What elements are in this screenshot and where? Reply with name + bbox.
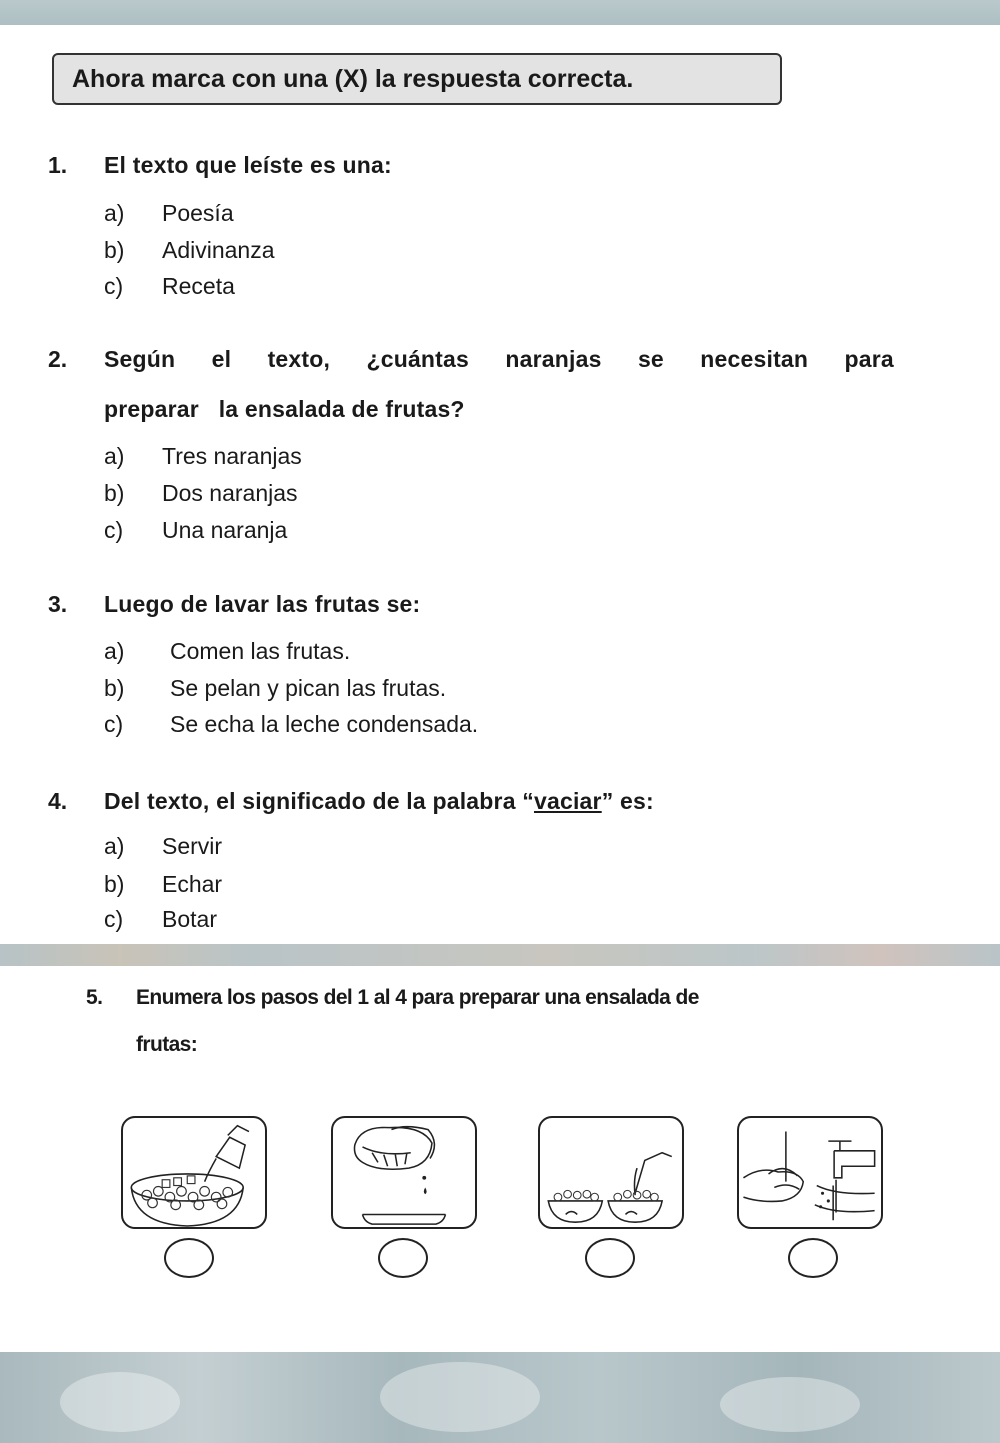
question-number: 1. (48, 152, 68, 178)
option-b[interactable]: b) Se pelan y pican las frutas. (104, 675, 447, 701)
option-b[interactable]: b) Echar (104, 871, 223, 897)
answer-circle-4[interactable] (788, 1238, 838, 1278)
option-c[interactable]: c) Botar (104, 906, 217, 932)
instruction-text: Ahora marca con una (X) la respuesta correcta. (72, 64, 634, 93)
question-text-line-1: Enumera los pasos del 1 al 4 para preparar una ensalada de (136, 986, 699, 1009)
question-text: Luego de lavar las frutas se: (104, 591, 421, 617)
question-text: Del texto, el significado de la palabra “vaciar” es: (104, 788, 654, 814)
bottom-decorative-band (0, 1352, 1000, 1443)
option-c[interactable]: c) Una naranja (104, 517, 288, 543)
question-text-line-1: Según el texto, ¿cuántas naranjas se necesitan para (104, 346, 894, 372)
step-picture-1 (121, 1116, 267, 1229)
answer-circle-1[interactable] (164, 1238, 214, 1278)
option-c[interactable]: c) Se echa la leche condensada. (104, 711, 479, 737)
step-picture-2 (331, 1116, 477, 1229)
washing-hands-icon (739, 1118, 881, 1227)
step-picture-3 (538, 1116, 684, 1229)
pouring-milk-into-bowl-icon (123, 1118, 265, 1227)
question-text-line-2: preparar la ensalada de frutas? (104, 396, 465, 422)
step-picture-4 (737, 1116, 883, 1229)
option-a[interactable]: a) Poesía (104, 200, 234, 226)
serving-bowls-icon (540, 1118, 682, 1227)
option-a[interactable]: a) Servir (104, 833, 223, 859)
question-number: 3. (48, 591, 68, 617)
option-a[interactable]: a) Comen las frutas. (104, 638, 351, 664)
option-a[interactable]: a) Tres naranjas (104, 443, 302, 469)
instruction-box (52, 53, 782, 105)
page-divider-strip (0, 944, 1000, 966)
question-text-line-2: frutas: (136, 1033, 198, 1056)
answer-circle-2[interactable] (378, 1238, 428, 1278)
option-b[interactable]: b) Dos naranjas (104, 480, 298, 506)
peeling-fruit-icon (333, 1118, 475, 1227)
question-number: 4. (48, 788, 68, 814)
option-c[interactable]: c) Receta (104, 273, 235, 299)
question-number: 2. (48, 346, 68, 372)
question-text: El texto que leíste es una: (104, 152, 392, 178)
question-number: 5. (86, 986, 103, 1009)
answer-circle-3[interactable] (585, 1238, 635, 1278)
option-b[interactable]: b) Adivinanza (104, 237, 275, 263)
keyword-vaciar: vaciar (533, 788, 602, 814)
top-decorative-strip (0, 0, 1000, 25)
